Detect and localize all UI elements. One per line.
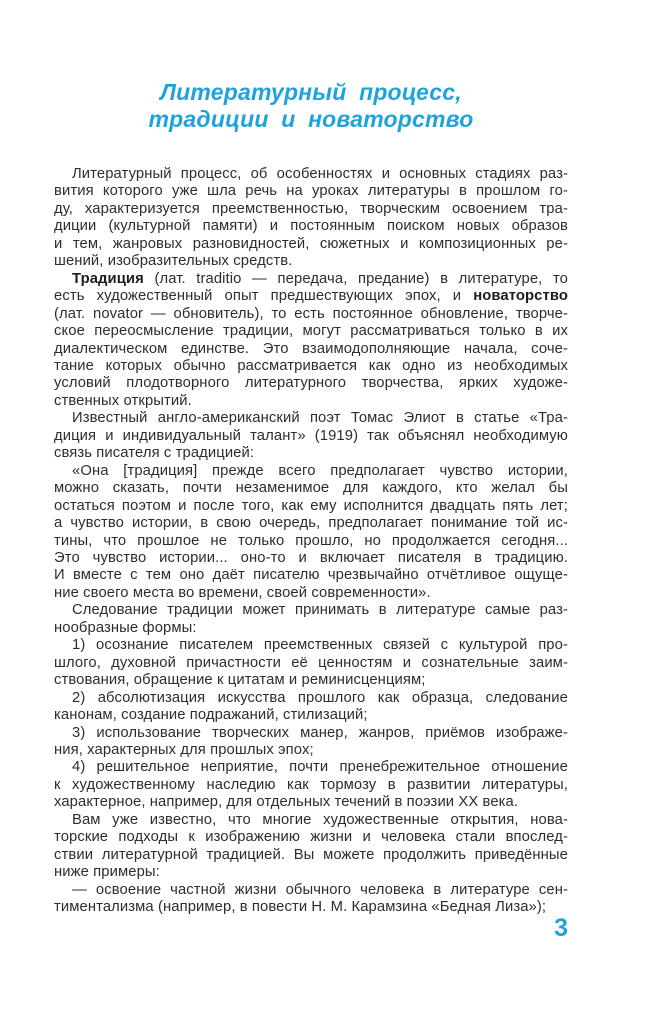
chapter-title-line: традиции и новаторство (148, 106, 474, 132)
text-line: ское переосмысление традиции, могут рассматриваться только в их (54, 323, 568, 340)
paragraph (54, 166, 568, 271)
text-line: ствования, обращение к цитатам и реминисценциям; (54, 672, 426, 689)
text-line: диция и индивидуальный талант» (1919) так объяснял необходимую (54, 427, 568, 444)
text-line: Вам уже известно, что многие художественные открытия, нова- (72, 811, 568, 828)
bold-term: Традиция (72, 270, 144, 287)
text-line: И вместе с тем оно даёт писателю чрезвычайно отчётливое ощуще- (54, 567, 568, 584)
text-line: условий плодотворного литературного творчества, ярких художе- (54, 375, 568, 392)
text-line: тиментализма (например, в повести Н. М. Карамзина «Бедная Лиза»); (54, 899, 547, 916)
text-line: — освоение частной жизни обычного человека в литературе сен- (72, 881, 568, 898)
text-line: Традиция (лат. traditio — передача, предание) в литературе, то (72, 270, 568, 287)
paragraph (54, 725, 568, 760)
text-line: тины, что прошлое не только прошло, но продолжается сегодня... (54, 532, 568, 549)
text-line: ние своего места во времени, своей современности». (54, 584, 431, 601)
text-line: 4) решительное неприятие, почти пренебрежительное отношение (72, 759, 568, 776)
text-line: 2) абсолютизация искусства прошлого как образца, следование (72, 689, 568, 706)
text-line: нообразные формы: (54, 619, 197, 636)
text-line: канонам, создание подражаний, стилизаций; (54, 707, 368, 724)
text-line: и тем, жанровых разновидностей, сюжетных и композиционных ре- (54, 235, 568, 252)
text-line: связь писателя с традицией: (54, 445, 255, 462)
text-line: диции (культурной памяти) и постоянным поиском новых образов (54, 218, 568, 235)
text-line: торские подходы к изображению жизни и человека стали впослед- (54, 829, 568, 846)
text-line: ду, характеризуется преемственностью, творческим освоением тра- (54, 200, 568, 217)
paragraph (54, 637, 568, 689)
text-line: (лат. novator — обновитель), то есть постоянное обновление, творче- (54, 305, 568, 322)
text-line: диалектическом единстве. Это взаимодополняющие начала, соче- (54, 340, 568, 357)
text-line: шений, изобразительных средств. (54, 253, 293, 270)
text-line: ниже примеры: (54, 864, 160, 881)
text-line: Это чувство истории... оно-то и включает писателя в традицию. (54, 549, 568, 566)
text-line: тание которых обычно рассматривается как одно из необходимых (54, 357, 568, 374)
text-line: а чувство истории, в свою очередь, предполагает понимание той ис- (54, 515, 568, 532)
page-number: 3 (554, 914, 568, 942)
text-line: Известный англо-американский поэт Томас Элиот в статье «Тра- (72, 410, 568, 427)
chapter-title (54, 79, 568, 133)
paragraph (54, 882, 568, 917)
paragraph (54, 463, 568, 603)
text-line: Следование традиции может принимать в литературе самые раз- (72, 602, 568, 619)
text-line: 3) использование творческих манер, жанров, приёмов изображе- (72, 724, 568, 741)
body-text (54, 166, 568, 916)
text-line: остаться поэтом и после того, как ему исполнится двадцать пять лет; (54, 497, 568, 514)
paragraph (54, 690, 568, 725)
text-line: 1) осознание писателем преемственных связей с культурой про- (72, 637, 568, 654)
text-line: к художественному наследию как тормозу в развитии литературы, (54, 776, 568, 793)
text-line: есть художественный опыт предшествующих эпох, и новаторство (54, 288, 568, 305)
text-line: ния, характерных для прошлых эпох; (54, 741, 314, 758)
paragraph (54, 271, 568, 411)
text-line: шлого, духовной причастности её ценностям и сознательные заим- (54, 654, 568, 671)
paragraph (54, 410, 568, 462)
text-line: характерное, например, для отдельных течений в поэзии XX века. (54, 794, 519, 811)
text-line: вития которого уже шла речь на уроках литературы в прошлом го- (54, 183, 568, 200)
text-line: ственных открытий. (54, 392, 192, 409)
paragraph (54, 812, 568, 882)
chapter-title-line: Литературный процесс, (160, 79, 462, 105)
text-line: Литературный процесс, об особенностях и основных стадиях раз- (72, 166, 568, 182)
paragraph (54, 602, 568, 637)
text-line: можно сказать, почти незаменимое для каждого, кто желал бы (54, 480, 568, 497)
text-line: «Она [традиция] прежде всего предполагает чувство истории, (72, 462, 568, 479)
text-line: ствии литературной традицией. Вы можете продолжить приведённые (54, 846, 568, 863)
paragraph (54, 759, 568, 811)
bold-term: новаторство (473, 288, 568, 305)
